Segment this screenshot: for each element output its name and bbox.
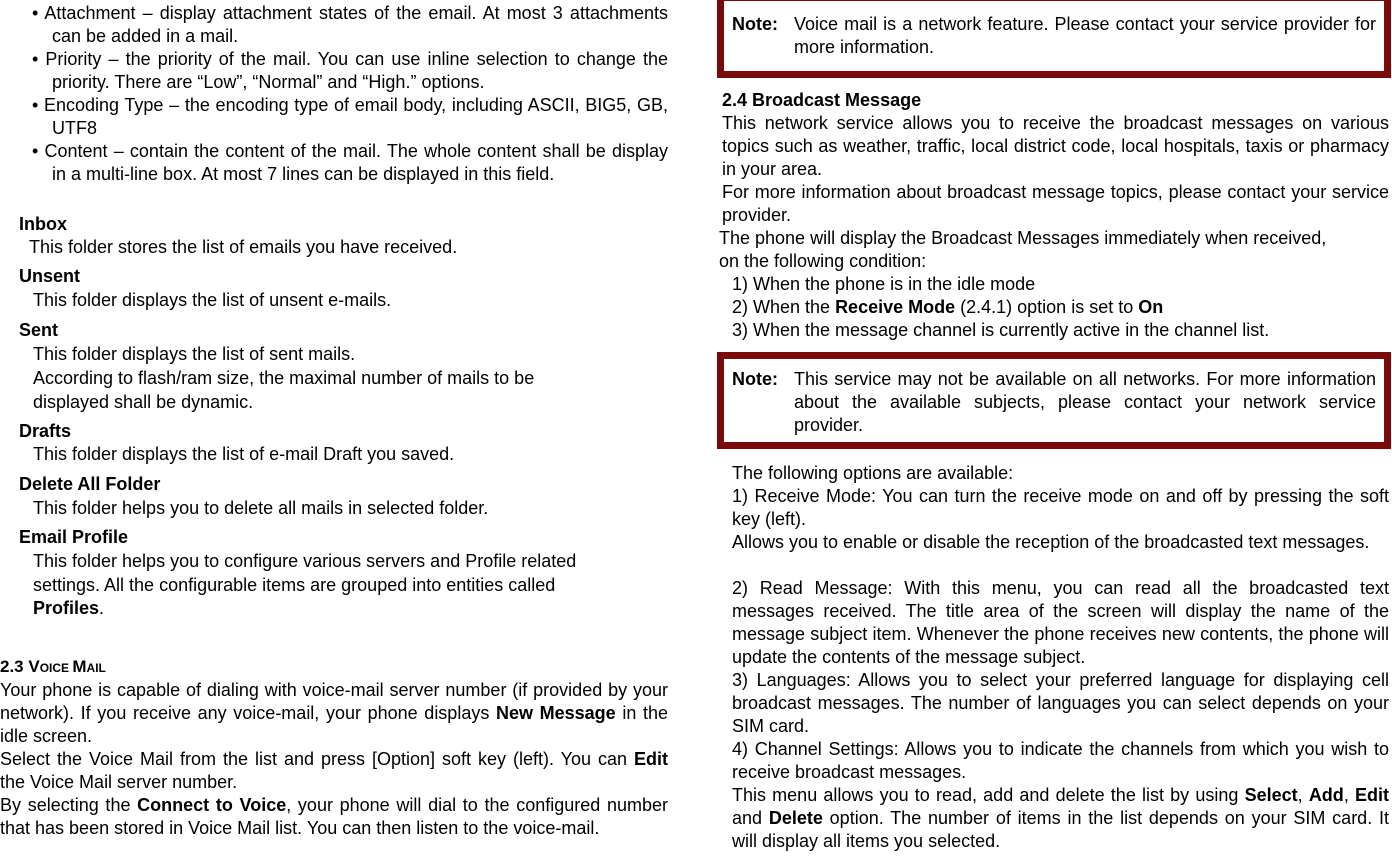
sent-heading: Sent (19, 320, 59, 340)
sent-desc-1: This folder displays the list of sent mails. (33, 344, 356, 364)
voice-mail-heading: 2.3 VOICE MAIL (0, 657, 106, 676)
sent-desc-3: displayed shall be dynamic. (33, 392, 254, 412)
email-profile-desc-2: settings. All the configurable items are grouped into entities called (33, 575, 556, 595)
note-label: Note: (732, 369, 778, 389)
option-receive-mode: 1) Receive Mode: You can turn the receive mode on and off by pressing the soft key (left). (732, 486, 1389, 529)
delete-all-heading: Delete All Folder (19, 474, 161, 494)
broadcast-heading: 2.4 Broadcast Message (722, 90, 922, 110)
voice-mail-paragraph-1: Your phone is capable of dialing with voice-mail server number (if provided by your network). If you receive any voice-mail, your phone displays New Message in the idle screen. (0, 680, 669, 746)
broadcast-paragraph-2: For more information about broadcast message topics, please contact your service provider. (722, 182, 1389, 225)
delete-all-desc: This folder helps you to delete all mails in selected folder. (33, 498, 489, 518)
voice-mail-paragraph-2: Select the Voice Mail from the list and press [Option] soft key (left). You can Edit the Voice Mail server number. (0, 749, 668, 792)
broadcast-paragraph-1: This network service allows you to receive the broadcast messages on various topics such as weather, traffic, local district code, local hospitals, taxis or pharmacy in your area. (722, 113, 1389, 179)
note-box-broadcast (717, 352, 1391, 449)
note-label: Note: (732, 14, 778, 34)
email-profile-desc-1: This folder helps you to configure various servers and Profile related (33, 551, 577, 571)
bullet-content: • Content – contain the content of the mail. The whole content shall be display in a multi-line box. At most 7 lines can be displayed in this field. (32, 141, 668, 184)
bullet-encoding: • Encoding Type – the encoding type of email body, including ASCII, BIG5, GB, UTF8 (32, 95, 668, 138)
option-read-message: 2) Read Message: With this menu, you can read all the broadcasted text messages received. The title area of the screen will display the name of the message subject item. Whenever the phone receives new contents, the phone will update the contents of the message subject. (732, 578, 1389, 667)
broadcast-condition-1: 1) When the phone is in the idle mode (732, 274, 1036, 294)
drafts-heading: Drafts (19, 421, 72, 441)
drafts-desc: This folder displays the list of e-mail Draft you saved. (33, 444, 455, 464)
note-box-inner (723, 0, 1385, 72)
option-receive-mode-desc: Allows you to enable or disable the reception of the broadcasted text messages. (732, 532, 1370, 552)
bullet-priority: • Priority – the priority of the mail. You can use inline selection to change the priority. There are “Low”, “Normal” and “High.” options. (32, 49, 668, 92)
unsent-heading: Unsent (19, 266, 81, 286)
note-text: This service may not be available on all networks. For more information about the available subjects, please contact your network service provider. (794, 369, 1376, 435)
email-profile-heading: Email Profile (19, 527, 129, 547)
note-box-voice-mail (717, 0, 1391, 78)
email-profile-desc-3: Profiles. (33, 598, 105, 618)
options-intro: The following options are available: (732, 463, 1014, 483)
broadcast-paragraph-3: The phone will display the Broadcast Messages immediately when received, on the following condition: (719, 228, 1327, 271)
option-channel-settings: 4) Channel Settings: Allows you to indicate the channels from which you wish to receive broadcast messages. (732, 739, 1389, 782)
bullet-attachment: • Attachment – display attachment states of the email. At most 3 attachments can be added in a mail. (32, 3, 668, 46)
option-languages: 3) Languages: Allows you to select your preferred language for displaying cell broadcast messages. The number of languages you can select depends on your SIM card. (732, 670, 1389, 736)
option-channel-settings-desc: This menu allows you to read, add and delete the list by using Select, Add, Edit and Delete option. The number of items in the list depends on your SIM card. It will display all items you selected. (732, 785, 1389, 851)
note-text: Voice mail is a network feature. Please contact your service provider for more information. (794, 14, 1376, 57)
voice-mail-paragraph-3: By selecting the Connect to Voice, your phone will dial to the configured number that has been stored in Voice Mail list. You can then listen to the voice-mail. (0, 795, 669, 838)
broadcast-condition-3: 3) When the message channel is currently active in the channel list. (732, 320, 1270, 340)
broadcast-condition-2: 2) When the Receive Mode (2.4.1) option is set to On (732, 297, 1164, 317)
inbox-heading: Inbox (19, 214, 67, 234)
inbox-desc: This folder stores the list of emails you have received. (29, 237, 458, 257)
unsent-desc: This folder displays the list of unsent e-mails. (33, 290, 392, 310)
note-box-inner (723, 358, 1385, 443)
sent-desc-2: According to flash/ram size, the maximal number of mails to be (33, 368, 535, 388)
